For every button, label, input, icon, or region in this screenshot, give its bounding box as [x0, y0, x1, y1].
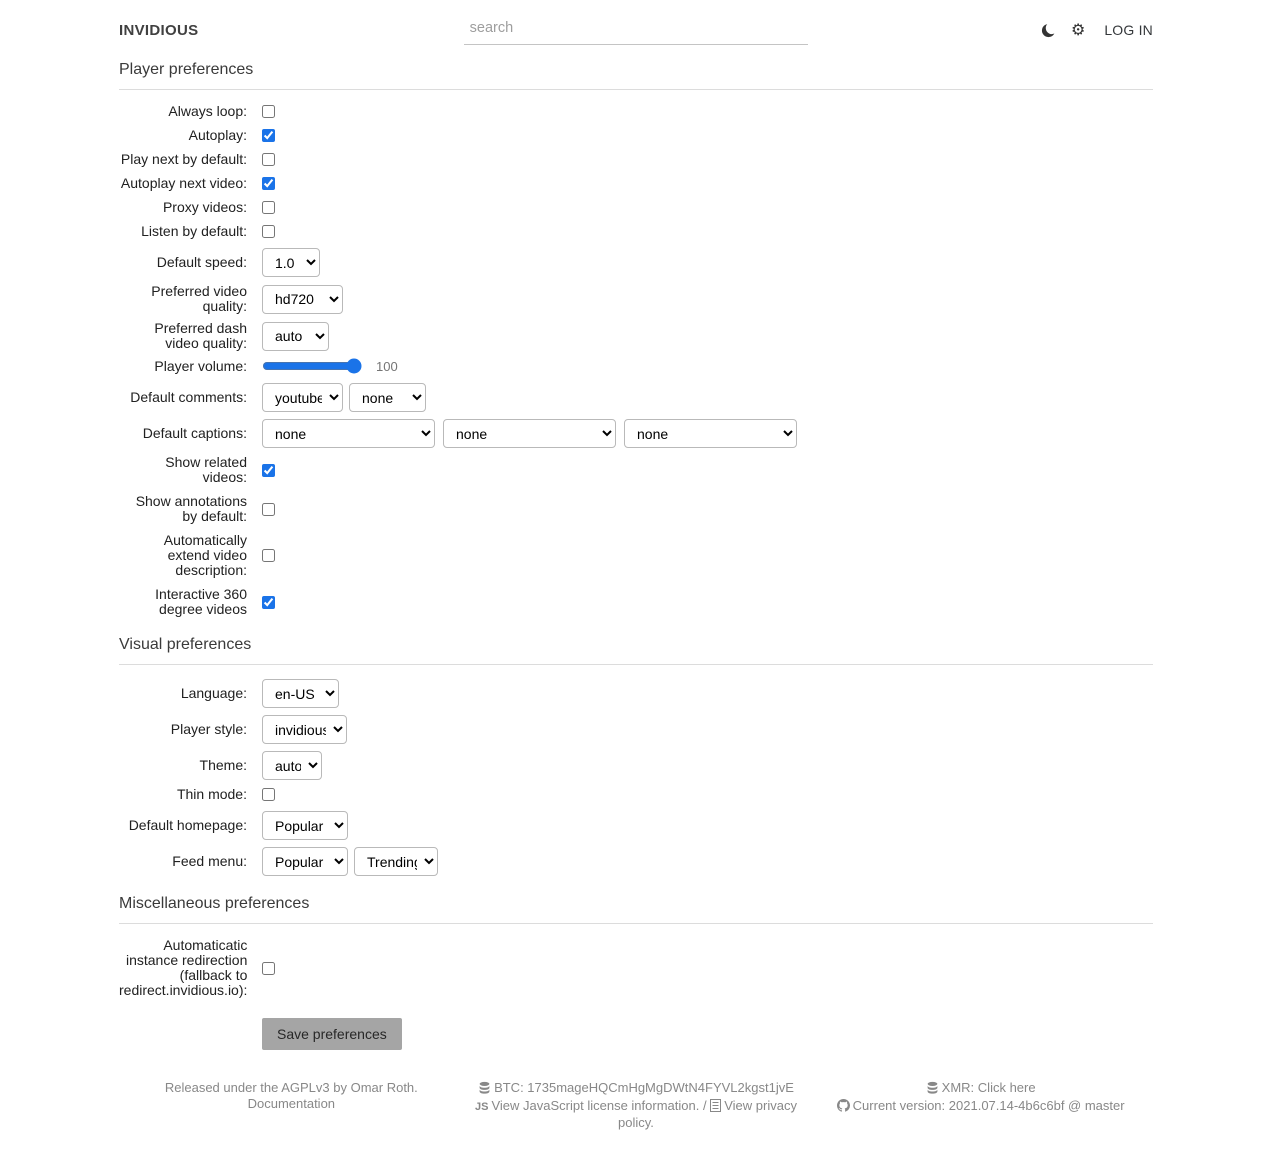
- default-captions-first-select[interactable]: [262, 419, 435, 448]
- save-preferences-button[interactable]: Save preferences: [262, 1018, 402, 1050]
- xmr-link[interactable]: Click here: [977, 1080, 1036, 1095]
- row-language: [119, 679, 1153, 708]
- row-player-volume: [119, 358, 1153, 374]
- always-loop-label: Always loop:: [168, 103, 247, 119]
- theme-select[interactable]: [262, 751, 322, 780]
- default-comments-label: Default comments:: [130, 389, 247, 405]
- proxy-videos-label: Proxy videos:: [162, 199, 247, 215]
- default-comments-second-select[interactable]: [349, 383, 426, 412]
- language-label: Language:: [180, 685, 247, 701]
- documentation-link[interactable]: Documentation: [247, 1095, 336, 1111]
- row-extend-description: [119, 533, 1153, 578]
- row-auto-redirect: [119, 938, 1153, 998]
- section-title-misc: Miscellaneous preferences: [119, 895, 1153, 924]
- row-autoplay-next: [119, 176, 1153, 191]
- row-annotations: [119, 494, 1153, 524]
- row-listen-default: [119, 224, 1153, 239]
- autoplay-checkbox[interactable]: [262, 129, 275, 142]
- video-quality-select[interactable]: [262, 285, 343, 314]
- annotations-checkbox[interactable]: [262, 503, 275, 516]
- row-default-homepage: [119, 811, 1153, 840]
- default-captions-third-select[interactable]: [624, 419, 797, 448]
- section-player-preferences: [119, 61, 1153, 617]
- privacy-policy-link[interactable]: View privacy policy.: [618, 1097, 797, 1130]
- proxy-videos-checkbox[interactable]: [262, 201, 275, 214]
- row-feed-menu: [119, 847, 1153, 876]
- related-videos-checkbox[interactable]: [262, 464, 275, 477]
- footer-license-column: [119, 1080, 464, 1131]
- row-default-comments: [119, 383, 1153, 412]
- default-homepage-label: Default homepage:: [128, 817, 247, 833]
- footer-separator: /: [702, 1097, 707, 1113]
- extend-description-label: Automatically extend video description:: [163, 532, 247, 578]
- autoplay-label: Autoplay:: [188, 127, 247, 143]
- feed-menu-first-select[interactable]: [262, 847, 348, 876]
- play-next-checkbox[interactable]: [262, 153, 275, 166]
- thin-mode-label: Thin mode:: [176, 786, 247, 802]
- dash-quality-label: Preferred dash video quality:: [154, 320, 247, 351]
- feed-menu-label: Feed menu:: [172, 853, 247, 869]
- default-speed-select[interactable]: [262, 248, 320, 277]
- default-captions-second-select[interactable]: [443, 419, 616, 448]
- version-label: Current version:: [852, 1097, 946, 1113]
- moon-icon: [1041, 23, 1056, 38]
- footer-license-text: Released under the AGPLv3 by Omar Roth.: [164, 1080, 418, 1095]
- row-360-videos: [119, 587, 1153, 617]
- thin-mode-checkbox[interactable]: [262, 788, 275, 801]
- javascript-license-link[interactable]: View JavaScript license information.: [491, 1097, 700, 1113]
- section-misc-preferences: [119, 895, 1153, 1050]
- player-volume-label: Player volume:: [154, 357, 247, 374]
- top-navbar: [119, 0, 1153, 45]
- interactive-360-label: Interactive 360 degree videos: [155, 586, 247, 617]
- privacy-policy-icon: [710, 1099, 721, 1116]
- xmr-coin-icon: [926, 1081, 939, 1098]
- listen-default-label: Listen by default:: [141, 223, 247, 239]
- row-theme: [119, 751, 1153, 780]
- row-video-quality: [119, 284, 1153, 314]
- default-captions-label: Default captions:: [142, 425, 247, 441]
- btc-coin-icon: [478, 1081, 491, 1098]
- section-title-visual: Visual preferences: [119, 636, 1153, 665]
- theme-label: Theme:: [199, 757, 247, 773]
- row-thin-mode: [119, 787, 1153, 802]
- default-homepage-select[interactable]: [262, 811, 348, 840]
- feed-menu-second-select[interactable]: [354, 847, 438, 876]
- invidious-logo[interactable]: INVIDIOUS: [119, 21, 199, 39]
- language-select[interactable]: [262, 679, 339, 708]
- row-related-videos: [119, 455, 1153, 485]
- default-comments-first-select[interactable]: [262, 383, 343, 412]
- javascript-icon: JS: [475, 1100, 489, 1113]
- player-volume-value: 100: [376, 358, 398, 374]
- related-videos-label: Show related videos:: [165, 454, 247, 485]
- section-title-player: Player preferences: [119, 61, 1153, 90]
- player-volume-slider[interactable]: [262, 358, 362, 374]
- row-always-loop: [119, 104, 1153, 119]
- xmr-label: XMR:: [941, 1080, 975, 1095]
- annotations-label: Show annotations by default:: [135, 493, 247, 524]
- autoplay-next-checkbox[interactable]: [262, 177, 275, 190]
- login-link[interactable]: LOG IN: [1104, 22, 1153, 38]
- footer-donate-column: [464, 1080, 809, 1131]
- extend-description-checkbox[interactable]: [262, 549, 275, 562]
- player-style-select[interactable]: [262, 715, 347, 744]
- player-style-label: Player style:: [170, 721, 247, 737]
- default-speed-label: Default speed:: [156, 254, 247, 270]
- page-footer: [119, 1080, 1153, 1153]
- auto-redirect-checkbox[interactable]: [262, 962, 275, 975]
- version-link[interactable]: 2021.07.14-4b6c6bf @ master: [948, 1097, 1125, 1113]
- search-input[interactable]: [464, 15, 809, 45]
- row-proxy-videos: [119, 200, 1153, 215]
- dash-quality-select[interactable]: [262, 322, 329, 351]
- interactive-360-checkbox[interactable]: [262, 596, 275, 609]
- preferences-button[interactable]: [1071, 22, 1085, 38]
- btc-address: BTC: 1735mageHQCmHgMgDWtN4FYVL2kgst1jvE: [494, 1080, 794, 1095]
- row-dash-quality: [119, 321, 1153, 351]
- row-autoplay: [119, 128, 1153, 143]
- row-play-next: [119, 152, 1153, 167]
- section-visual-preferences: [119, 636, 1153, 876]
- row-default-speed: [119, 248, 1153, 277]
- footer-version-column: [808, 1080, 1153, 1131]
- row-player-style: [119, 715, 1153, 744]
- gear-icon: ⚙: [1070, 20, 1086, 39]
- row-default-captions: [119, 419, 1153, 448]
- video-quality-label: Preferred video quality:: [151, 283, 247, 314]
- github-icon: [837, 1099, 850, 1116]
- play-next-label: Play next by default:: [120, 151, 247, 167]
- always-loop-checkbox[interactable]: [262, 105, 275, 118]
- dark-mode-toggle[interactable]: [1041, 23, 1056, 38]
- listen-default-checkbox[interactable]: [262, 225, 275, 238]
- auto-redirect-label: Automaticatic instance redirection (fallback to redirect.invidious.io):: [119, 937, 248, 998]
- autoplay-next-label: Autoplay next video:: [120, 175, 247, 191]
